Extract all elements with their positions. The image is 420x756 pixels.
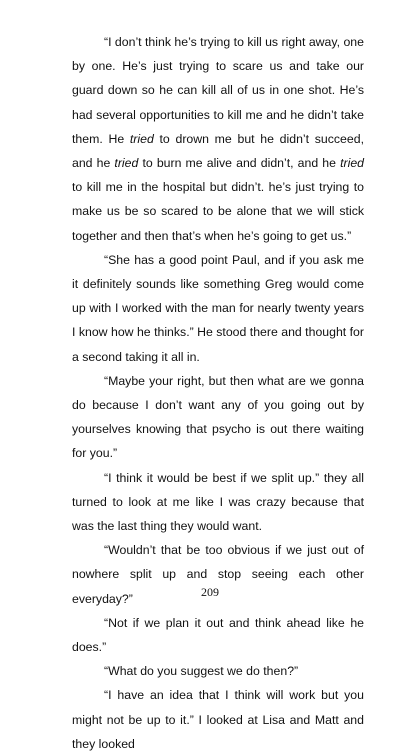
- text-run: “Not if we plan it out and think ahead like he does.”: [72, 615, 364, 655]
- text-run: “Wouldn’t that be too obvious if we just out of nowhere split up and stop seeing each other everyday?”: [72, 543, 364, 606]
- paragraph: [72, 248, 364, 369]
- italic-text: tried: [340, 156, 365, 171]
- paragraph: [72, 683, 364, 756]
- paragraph: [72, 369, 364, 466]
- body-text: [72, 30, 364, 756]
- text-run: “I have an idea that I think will work but you might not be up to it.” I looked at Lisa and Matt and they looked: [72, 688, 364, 751]
- italic-text: tried: [129, 131, 154, 146]
- paragraph: [72, 466, 364, 539]
- text-run: to drown me but he didn’t succeed, and he: [72, 131, 364, 171]
- text-run: “Maybe your right, but then what are we gonna do because I don’t want any of you going out by yourselves knowing that psycho is out there waiting for you.”: [72, 373, 364, 461]
- paragraph: [72, 659, 364, 683]
- text-run: to burn me alive and didn’t, and he: [138, 156, 341, 171]
- text-run: “She has a good point Paul, and if you ask me it definitely sounds like something Greg would come up with I worked with the man for nearly twenty years I know how he thinks.” He stood there and thought for a second taking it all in.: [72, 252, 364, 364]
- paragraph: [72, 611, 364, 659]
- text-run: to kill me in the hospital but didn’t. he’s just trying to make us be so scared to be alone that we will stick together and then that’s when he’s going to get us.”: [72, 180, 364, 243]
- italic-text: tried: [114, 156, 139, 171]
- text-run: “I don’t think he’s trying to kill us right away, one by one. He’s just trying to scare us and take our guard down so he can kill all of us in one shot. He’s had several opportunities to kill me and he didn’t take them. He: [72, 35, 364, 146]
- text-run: “I think it would be best if we split up.” they all turned to look at me like I was crazy because that was the last thing they would want.: [72, 470, 364, 534]
- paragraph: [72, 30, 364, 248]
- page-number: 209: [201, 585, 219, 599]
- text-run: “What do you suggest we do then?”: [104, 664, 299, 679]
